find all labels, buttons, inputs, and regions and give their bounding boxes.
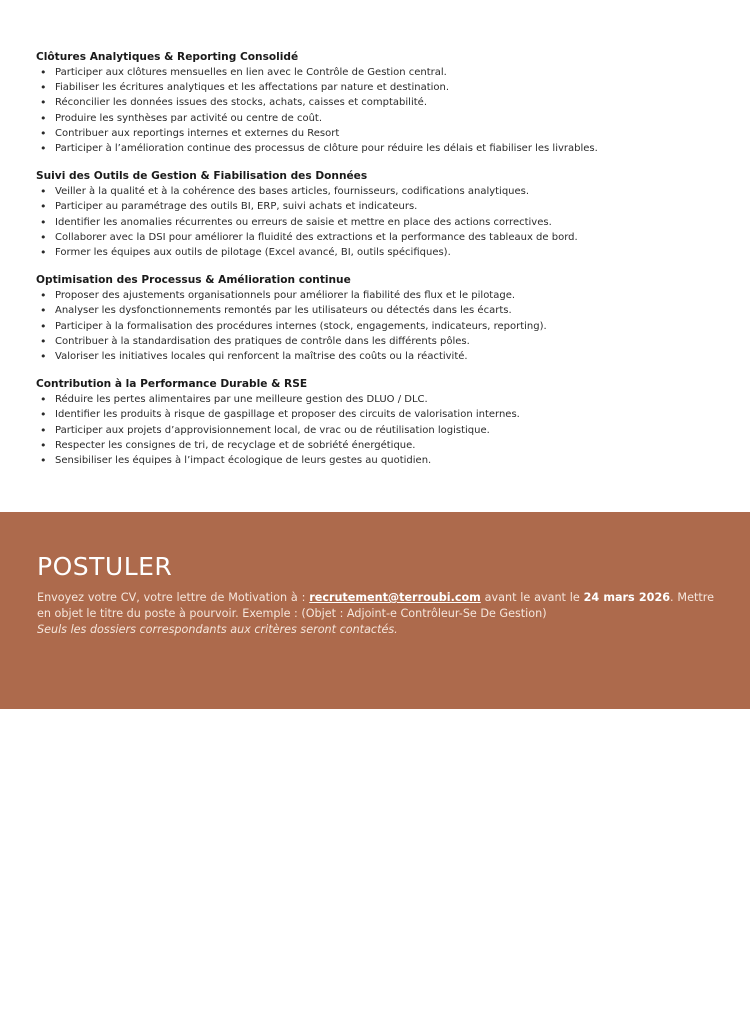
section-clotures-analytiques [36,50,726,156]
instructions-text: avant le avant le [480,591,584,604]
list-item: • Contribuer à la standardisation des pratiques de contrôle dans les différents pôles. [36,334,726,349]
list-item: • Valoriser les initiatives locales qui renforcent la maîtrise des coûts ou la réactivité. [36,349,726,364]
list-item: • Veiller à la qualité et à la cohérence des bases articles, fournisseurs, codifications analytiques. [36,184,726,199]
list-item: • Réconcilier les données issues des stocks, achats, caisses et comptabilité. [36,95,726,110]
job-description-content [36,50,726,481]
bullet-list [36,184,726,260]
list-item: • Produire les synthèses par activité ou centre de coût. [36,111,726,126]
recruitment-email-link[interactable]: recrutement@terroubi.com [309,591,481,604]
postuler-banner [0,512,750,709]
list-item: • Participer aux clôtures mensuelles en lien avec le Contrôle de Gestion central. [36,65,726,80]
bullet-list [36,288,726,364]
selection-note: Seuls les dossiers correspondants aux critères seront contactés. [37,623,398,636]
section-title: Suivi des Outils de Gestion & Fiabilisation des Données [36,170,368,183]
section-title: Contribution à la Performance Durable & RSE [36,378,308,391]
list-item: • Identifier les produits à risque de gaspillage et proposer des circuits de valorisation internes. [36,407,726,422]
section-title: Optimisation des Processus & Amélioration continue [36,274,351,287]
list-item: • Participer aux projets d’approvisionnement local, de vrac ou de réutilisation logistique. [36,423,726,438]
list-item: • Collaborer avec la DSI pour améliorer la fluidité des extractions et la performance des tableaux de bord. [36,230,726,245]
postuler-title: POSTULER [37,552,173,581]
section-optimisation-processus [36,273,726,364]
list-item: • Participer à l’amélioration continue des processus de clôture pour réduire les délais et fiabiliser les livrables. [36,141,726,156]
list-item: • Participer à la formalisation des procédures internes (stock, engagements, indicateurs, reporting). [36,319,726,334]
postuler-instructions [37,590,714,638]
section-outils-gestion [36,169,726,260]
bullet-list [36,65,726,156]
list-item: • Sensibiliser les équipes à l’impact écologique de leurs gestes au quotidien. [36,453,726,468]
list-item: • Respecter les consignes de tri, de recyclage et de sobriété énergétique. [36,438,726,453]
list-item: • Fiabiliser les écritures analytiques et les affectations par nature et destination. [36,80,726,95]
list-item: • Contribuer aux reportings internes et externes du Resort [36,126,726,141]
deadline-date: 24 mars 2026 [583,591,671,604]
section-performance-durable [36,377,726,468]
section-title: Clôtures Analytiques & Reporting Consolidé [36,51,299,63]
instructions-text: Envoyez votre CV, votre lettre de Motivation à : [37,591,310,604]
bullet-list [36,392,726,468]
list-item: • Former les équipes aux outils de pilotage (Excel avancé, BI, outils spécifiques). [36,245,726,260]
list-item: • Proposer des ajustements organisationnels pour améliorer la fiabilité des flux et le pilotage. [36,288,726,303]
list-item: • Identifier les anomalies récurrentes ou erreurs de saisie et mettre en place des actions correctives. [36,215,726,230]
list-item: • Analyser les dysfonctionnements remontés par les utilisateurs ou détectés dans les écarts. [36,303,726,318]
instructions-text: . Mettre en objet le titre du poste à pourvoir. Exemple : (Objet : Adjoint-e Contrôleur-Se De Gestion) [37,591,714,620]
list-item: • Réduire les pertes alimentaires par une meilleure gestion des DLUO / DLC. [36,392,726,407]
list-item: • Participer au paramétrage des outils BI, ERP, suivi achats et indicateurs. [36,199,726,214]
